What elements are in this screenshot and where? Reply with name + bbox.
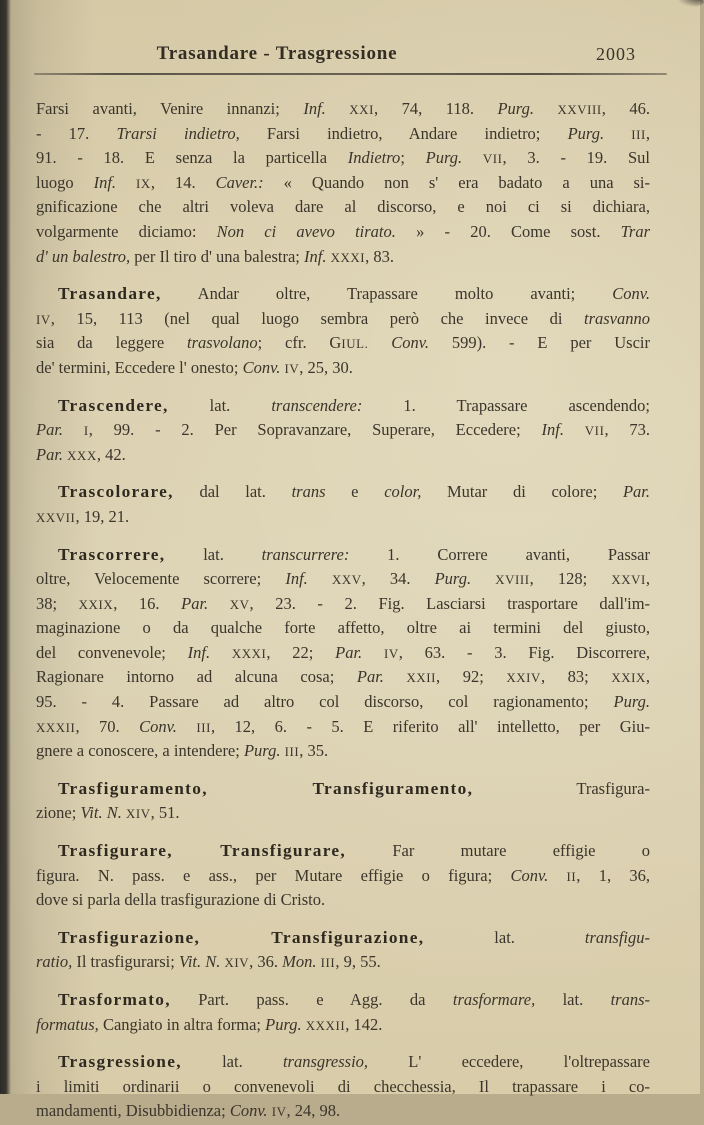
smallcaps-numeral: XXIX [78,597,114,612]
entry-headword: Trasfigurare, Transfigurare, [58,841,347,861]
text-line [36,567,650,592]
plain-text: e [325,482,385,502]
italic-text: Par. [622,482,651,502]
plain-text: i limiti ordinarii o convenevoli di checchessia, Il trapassare i co- [36,1076,650,1096]
italic-text: Trarsi indietro, [116,123,240,143]
smallcaps-numeral: IV [271,1105,287,1120]
entry-trascolorare [36,480,650,529]
text-line [36,839,650,864]
plain-text [326,99,350,118]
plain-text: ; [400,148,426,168]
italic-text: color, [384,482,422,502]
entry-headword: Trasfiguramento, Transfiguramento, [58,778,474,798]
plain-text: , 35. [299,741,329,761]
plain-text [210,643,232,662]
plain-text: Andar oltre, Trapassare molto avanti; [161,284,613,304]
italic-text: Par. [181,593,209,613]
italic-text: Conv. [612,284,650,304]
plain-text: Far mutare effigie o [346,841,651,861]
smallcaps-numeral: XXII [406,671,437,686]
italic-text: trasvolano [187,333,258,353]
plain-text: , 46. [601,99,651,118]
plain-text: , 36. [249,952,283,972]
italic-text: trans [291,482,326,502]
plain-text: Cangiato in altra forma; [98,1014,266,1034]
smallcaps-numeral: VII [584,424,605,439]
page-body-text [36,97,650,1124]
italic-text: Par. [36,420,64,440]
plain-text: , 12, 6. - 5. E riferito all' intelletto, per Giu- [210,716,650,736]
italic-text: transfigu- [584,927,650,947]
text-line [36,1013,650,1038]
smallcaps-numeral: III [284,745,300,760]
plain-text: maginazione o da qualche forte affetto, oltre ai termini del giusto, [36,618,650,638]
italic-text: Indietro [347,148,401,168]
entry-headword: Trasandare, [58,284,162,304]
plain-text: , 1, 36, [576,865,651,885]
plain-text: Farsi avanti, Venire innanzi; [36,99,304,118]
plain-text: volgarmente diciamo: [36,221,217,241]
text-line [36,926,650,951]
plain-text: , 15, 113 (nel qual luogo sembra però che invece di [50,308,584,328]
smallcaps-numeral: XXX [67,448,97,463]
page-number: 2003 [596,44,636,64]
entry-trasformato [36,988,650,1037]
plain-text: del convenevole; [36,642,188,662]
text-line [36,220,650,245]
italic-text: Purg. [434,569,472,589]
plain-text: Ragionare intorno ad alcuna cosa; [36,667,357,687]
text-line [36,146,650,171]
plain-text: , 83. [365,246,395,266]
text-line [36,443,650,468]
smallcaps-numeral: XXIX [611,671,646,686]
plain-text: per Il tiro d' una balestra; [130,246,305,266]
smallcaps-numeral: XXVI [611,573,646,588]
plain-text: Il trasfigurarsi; [72,952,179,972]
text-line [36,690,650,715]
plain-text: Farsi indietro, Andare indietro; [239,123,568,143]
plain-text: « Quando non s' era badato a una si- [263,172,651,192]
text-line [36,1050,650,1075]
plain-text [368,333,391,352]
plain-text: , 92; [436,667,507,687]
plain-text: , 14. [150,172,216,192]
plain-text: gnificazione che altri voleva dare al discorso, e noi ci si dichiara, [36,197,650,217]
plain-text [63,420,84,439]
smallcaps-numeral: XXVII [36,510,76,525]
plain-text: , 63. - 3. Fig. Discorrere, [398,642,651,662]
plain-text: dal lat. [173,482,292,502]
entry-headword: Trascendere, [58,395,169,415]
plain-text [564,420,585,439]
text-line [36,282,650,307]
smallcaps-numeral: IX [136,176,151,191]
text-line [36,307,650,332]
smallcaps-numeral: XIV [224,956,250,971]
italic-text: Conv. [391,333,429,353]
entry-headword: Trascorrere, [58,544,166,564]
text-line [36,505,650,530]
smallcaps-numeral: XXI [349,103,374,117]
smallcaps-numeral: IUL. [341,337,369,352]
scan-edge-shadow [0,0,11,1094]
plain-text: L' eccedere, l'oltrepassare [368,1052,650,1072]
plain-text: oltre, Velocemente scorrere; [36,569,286,589]
italic-text: trasformare, [452,990,536,1009]
running-head [0,0,700,75]
entry-headword: Trasformato, [58,990,171,1009]
plain-text: dove si parla della trasfigurazione di Cristo. [36,890,326,910]
italic-text: Trar [620,221,650,241]
plain-text: 599). - E per Uscir [428,333,650,353]
smallcaps-numeral: III [631,127,646,142]
italic-text: Par. [335,642,363,662]
smallcaps-numeral: XXXII [305,1018,346,1033]
smallcaps-numeral: XXXII [36,720,76,735]
smallcaps-numeral: XXIV [506,671,541,686]
plain-text: zione; [36,803,81,823]
plain-text: , 19, 21. [75,506,130,526]
text-line [36,988,650,1013]
plain-text: , [645,123,651,143]
italic-text: Purg. [265,1014,302,1034]
italic-text: ratio, [36,952,73,972]
italic-text: Vit. N. [80,803,122,823]
smallcaps-numeral: III [320,956,336,971]
text-line [36,171,650,196]
plain-text: 1. Correre avanti, Passar [349,544,650,564]
plain-text: , [645,569,651,589]
smallcaps-numeral: XXV [331,573,362,588]
text-line [36,331,650,356]
plain-text: lat. [181,1052,283,1072]
plain-text: , 24, 98. [286,1101,341,1121]
plain-text: de' termini, Eccedere l' onesto; [36,357,243,377]
smallcaps-numeral: XVIII [495,573,530,588]
entry-trascendere [36,394,650,468]
plain-text [308,569,332,588]
header-rule [34,73,667,75]
plain-text: , 23. - 2. Fig. Lasciarsi trasportare dall'im- [249,593,651,613]
plain-text: » - 20. Come sost. [395,221,621,241]
plain-text: lat. [168,395,272,415]
plain-text: gnere a conoscere, a intendere; [36,741,244,761]
italic-text: Vit. N. [178,952,221,972]
italic-text: Inf. [541,420,564,440]
plain-text: lat. [535,990,611,1009]
italic-text: Conv. [510,865,549,885]
italic-text: Par. [36,444,64,464]
italic-text: Purg. [567,123,605,143]
italic-text: Inf. [304,246,327,266]
plain-text [384,667,407,686]
text-line [36,97,650,122]
italic-text: Conv. [242,357,281,377]
plain-text: , 142. [345,1014,383,1034]
text-line [36,1075,650,1100]
italic-text: transcendere: [271,395,363,415]
running-head-title: Trasandare - Trasgressione [156,43,398,64]
plain-text: - 17. [36,123,117,143]
plain-text: mandamenti, Disubbidienza; [36,1101,230,1121]
italic-text: Conv. [139,716,177,736]
plain-text: , 74, 118. [373,99,498,118]
plain-text: lat. [424,927,585,947]
entry-headword: Trasgressione, [58,1052,182,1072]
smallcaps-numeral: XXVIII [557,103,602,117]
text-line [36,1099,650,1124]
italic-text: Purg. [243,741,281,761]
plain-text: Mutar di colore; [421,482,623,502]
italic-text: trasvanno [584,308,650,328]
entry-trasandare [36,282,650,380]
italic-text: Conv. [229,1101,268,1121]
entry-trasgressione [36,1050,650,1124]
plain-text: 38; [36,593,79,613]
plain-text: , 99. - 2. Per Sopravanzare, Superare, Eccedere; [88,420,542,440]
italic-text: trans- [610,990,650,1009]
smallcaps-numeral: II [566,869,577,884]
plain-text: , 42. [96,444,126,464]
plain-text: 1. Trapassare ascendendo; [362,395,650,415]
text-line [36,480,650,505]
plain-text: lat. [165,544,262,564]
italic-text: Caver.: [215,172,264,192]
italic-text: transgressio, [282,1052,369,1072]
entry-headword: Trasfigurazione, Transfigurazione, [58,927,425,947]
italic-text: Purg. [613,692,650,712]
plain-text: , 34. [361,569,435,589]
plain-text: 95. - 4. Passare ad altro col discorso, col ragionamento; [36,692,614,712]
italic-text: Par. [356,667,384,687]
text-line [36,715,650,740]
italic-text: Inf. [285,569,308,589]
text-line [36,394,650,419]
plain-text: , 3. - 19. Sul [502,148,651,168]
plain-text [208,594,230,613]
plain-text: , 83; [540,667,612,687]
italic-text: Inf. [93,172,117,192]
smallcaps-numeral: I [83,424,89,439]
text-line [36,888,650,913]
plain-text: , 128; [529,569,612,589]
italic-text: Inf. [303,99,326,118]
smallcaps-numeral: III [196,720,211,735]
plain-text [462,148,483,167]
text-line [36,739,650,764]
italic-text: formatus, [36,1014,99,1034]
plain-text [548,866,566,885]
plain-text: , 22; [266,642,336,662]
text-line [36,641,650,666]
plain-text: ; cfr. G [257,333,342,353]
italic-text: Mon. [282,952,317,972]
plain-text: sia da leggere [36,333,188,353]
plain-text: , 51. [150,803,180,823]
text-line [36,245,650,270]
text-line [36,950,650,975]
plain-text [534,99,558,118]
plain-text: , 16. [113,593,182,613]
italic-text: Inf. [187,642,211,662]
smallcaps-numeral: XXXI [330,250,366,265]
italic-text: d' un balestro, [36,246,131,266]
smallcaps-numeral: VII [482,152,503,167]
smallcaps-numeral: IV [284,361,300,376]
entry-trasfiguramento [36,777,650,826]
text-line [36,418,650,443]
italic-text: Purg. [425,148,463,168]
smallcaps-numeral: IV [383,646,399,661]
italic-text: Non ci avevo tirato. [216,221,396,241]
plain-text: Part. pass. e Agg. da [170,990,453,1009]
smallcaps-numeral: XXXI [231,646,267,661]
text-line [36,616,650,641]
plain-text: 91. - 18. E senza la particella [36,148,348,168]
plain-text [604,124,631,143]
text-line [36,356,650,381]
plain-text: Trasfigura- [473,778,650,798]
plain-text: , 73. [604,420,651,440]
smallcaps-numeral: XV [229,597,250,612]
entry-trasfigurazione [36,926,650,975]
plain-text: luogo [36,172,94,192]
text-line [36,801,650,826]
italic-text: Purg. [497,99,534,118]
plain-text [177,717,196,736]
plain-text [116,173,136,192]
entry-trasfigurare [36,839,650,913]
continuation-trarre [36,97,650,269]
text-line [36,543,650,568]
plain-text [362,643,384,662]
text-line [36,122,650,147]
plain-text: , 70. [75,716,140,736]
smallcaps-numeral: XIV [125,807,151,822]
text-line [36,665,650,690]
text-line [36,864,650,889]
plain-text: , [645,667,650,687]
text-line [36,777,650,802]
italic-text: transcurrere: [261,544,350,564]
entry-trascorrere [36,543,650,764]
text-line [36,592,650,617]
text-line [36,195,650,220]
plain-text: figura. N. pass. e ass., per Mutare effigie o figura; [36,865,511,885]
smallcaps-numeral: IV [36,312,51,327]
plain-text: , 9, 55. [335,952,381,972]
plain-text [471,569,495,588]
plain-text: , 25, 30. [299,357,353,377]
entry-headword: Trascolorare, [58,482,174,502]
